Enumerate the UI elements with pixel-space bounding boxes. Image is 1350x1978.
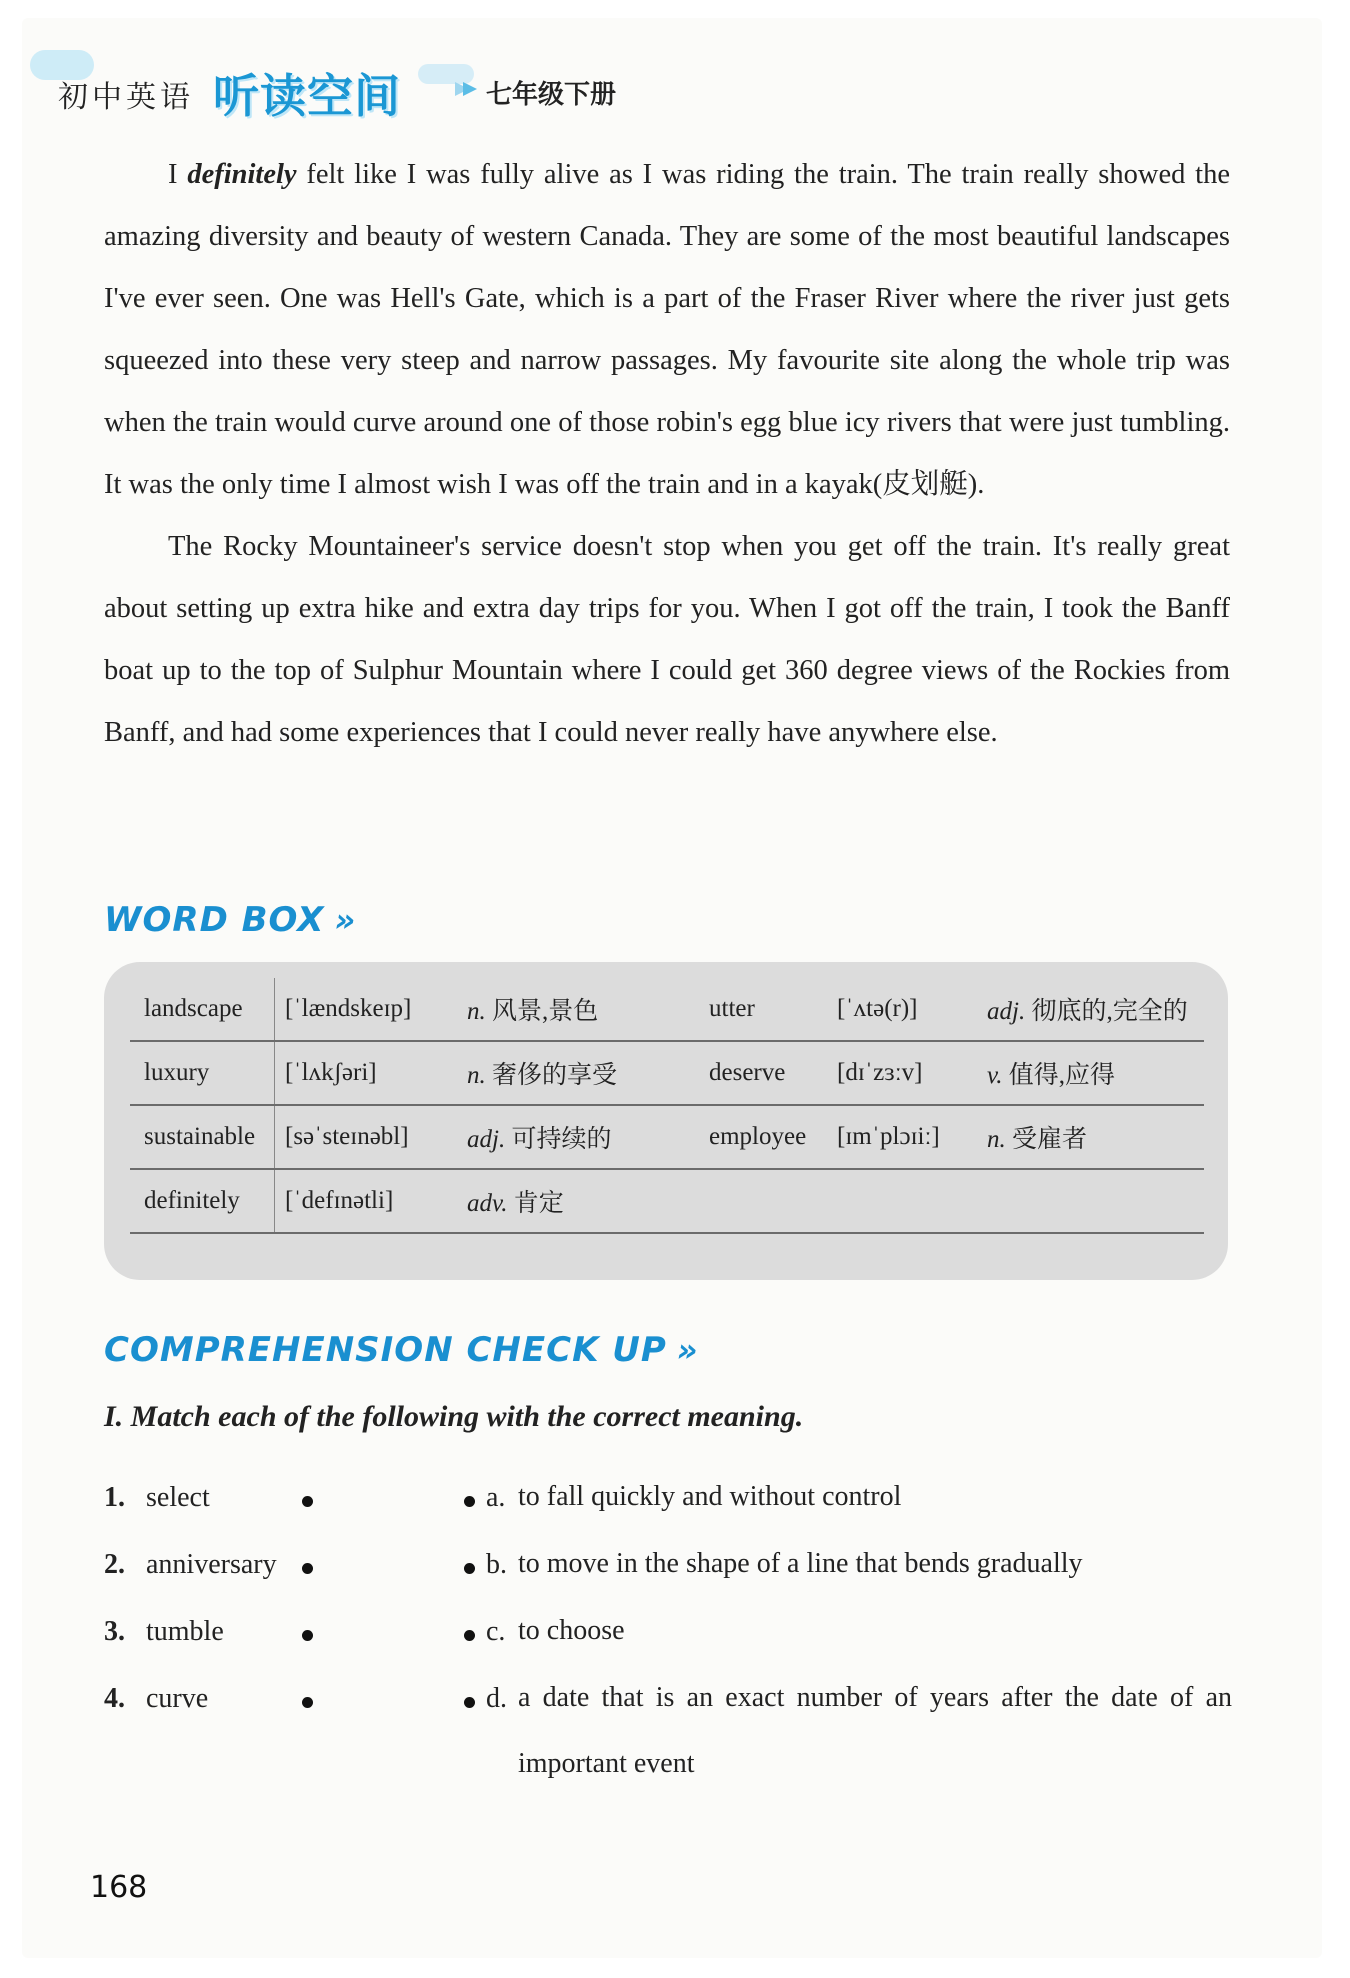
vocabulary-row (130, 1169, 1204, 1233)
match-dot-left[interactable] (302, 1630, 313, 1641)
item-number: 1. (104, 1482, 125, 1513)
comprehension-heading (104, 1330, 699, 1370)
double-chevron-icon: » (334, 901, 357, 939)
heading-text: COMPREHENSION CHECK UP (104, 1330, 667, 1370)
option-definition: a date that is an exact number of years after the date of an important event (518, 1682, 1232, 1779)
vocab-word (699, 1169, 837, 1233)
item-number: 4. (104, 1683, 125, 1714)
part-of-speech: adj. (467, 1126, 506, 1153)
meaning-text: 肯定 (513, 1190, 564, 1217)
vocab-phonetic: [səˈsteɪnəbl] (275, 1105, 456, 1169)
item-word: curve (146, 1683, 209, 1714)
page-header (58, 58, 1258, 128)
vocab-meaning (987, 1105, 1204, 1169)
part-of-speech: n. (987, 1126, 1006, 1153)
vocab-phonetic: [ˈlʌkʃəri] (275, 1041, 456, 1105)
option-definition: to choose (518, 1615, 625, 1646)
meaning-text: 风景,景色 (492, 998, 599, 1025)
vocab-meaning (455, 1105, 699, 1169)
vocab-phonetic: [ˈdefɪnətli] (275, 1169, 456, 1233)
option-letter: b. (486, 1549, 507, 1580)
vocab-meaning (455, 1169, 699, 1233)
vocabulary-table (130, 978, 1204, 1234)
vocabulary-row (130, 978, 1204, 1041)
vocab-word: employee (699, 1105, 837, 1169)
option-definition: to move in the shape of a line that bends gradually (518, 1548, 1083, 1579)
item-word: anniversary (146, 1549, 277, 1580)
vocabulary-row (130, 1105, 1204, 1169)
option-letter: d. (486, 1683, 507, 1714)
item-number: 2. (104, 1549, 125, 1580)
part-of-speech: adj. (987, 998, 1026, 1025)
match-dot-right[interactable] (464, 1697, 475, 1708)
vocab-meaning (455, 978, 699, 1041)
vocab-word: utter (699, 978, 837, 1041)
meaning-text: 可持续的 (511, 1126, 612, 1153)
part-of-speech: adv. (467, 1190, 508, 1217)
vocab-phonetic (837, 1169, 987, 1233)
arrow-icon (453, 76, 479, 102)
option-letter: a. (486, 1482, 506, 1513)
vocab-meaning (987, 1169, 1204, 1233)
part-of-speech: n. (467, 998, 486, 1025)
emphasized-word: definitely (187, 159, 297, 190)
match-dot-left[interactable] (302, 1697, 313, 1708)
brand-title: 听读空间 (213, 69, 401, 123)
double-chevron-icon: » (676, 1331, 699, 1369)
vocab-word: deserve (699, 1041, 837, 1105)
vocab-meaning (987, 978, 1204, 1041)
word-box (104, 962, 1228, 1280)
vocab-word: landscape (130, 978, 275, 1041)
passage-paragraph: The Rocky Mountaineer's service doesn't stop when you get off the train. It's really great about setting up extra hike and extra day trips for you. When I got off the train, I took the Banff boat up to the top of Sulphur Mountain where I could get 360 degree views of the Rockies from Banff, and had some experiences that I could never really have anywhere else. (104, 531, 1230, 748)
match-dot-right[interactable] (464, 1496, 475, 1507)
vocab-phonetic: [dɪˈzɜːv] (837, 1041, 987, 1105)
vocab-meaning (987, 1041, 1204, 1105)
meaning-text: 值得,应得 (1008, 1062, 1116, 1089)
option-definition: to fall quickly and without control (518, 1481, 902, 1512)
part-of-speech: v. (987, 1062, 1003, 1089)
match-dot-left[interactable] (302, 1563, 313, 1574)
item-word: select (146, 1482, 210, 1513)
word-box-heading (104, 900, 356, 940)
vocab-phonetic: [ɪmˈplɔɪiː] (837, 1105, 987, 1169)
vocab-word: luxury (130, 1041, 275, 1105)
grade-label: 七年级下册 (486, 80, 617, 110)
match-dot-left[interactable] (302, 1496, 313, 1507)
paragraph-text: felt like I was fully alive as I was riding the train. The train really showed the amazing diversity and beauty of western Canada. They are some of the most beautiful landscapes I've ever seen. One was Hell's Gate, which is a part of the Fraser River where the river just gets squeezed into these very steep and narrow passages. My favourite site along the whole trip was when the train would curve around one of those robin's egg blue icy rivers that were just tumbling. It was the only time I almost wish I was off the train and in a kayak(皮划艇). (104, 159, 1230, 500)
meaning-text: 奢侈的享受 (492, 1062, 618, 1089)
vocab-phonetic: [ˈlændskeɪp] (275, 978, 456, 1041)
heading-text: WORD BOX (104, 900, 325, 940)
vocab-word: definitely (130, 1169, 275, 1233)
exercise-instruction: I. Match each of the following with the correct meaning. (104, 1400, 804, 1433)
page-number: 168 (90, 1870, 148, 1905)
meaning-text: 受雇者 (1012, 1126, 1088, 1153)
meaning-text: 彻底的,完全的 (1031, 998, 1188, 1025)
item-word: tumble (146, 1616, 224, 1647)
vocab-meaning (455, 1041, 699, 1105)
match-dot-right[interactable] (464, 1630, 475, 1641)
series-title: 初中英语 (58, 80, 194, 115)
vocab-word: sustainable (130, 1105, 275, 1169)
passage-paragraph (104, 144, 1230, 516)
vocabulary-row (130, 1041, 1204, 1105)
vocab-phonetic: [ˈʌtə(r)] (837, 978, 987, 1041)
match-row (104, 1682, 1234, 1779)
option-letter: c. (486, 1616, 506, 1647)
reading-passage (104, 144, 1230, 764)
paragraph-lead: I (168, 159, 188, 190)
match-dot-right[interactable] (464, 1563, 475, 1574)
item-number: 3. (104, 1616, 125, 1647)
part-of-speech: n. (467, 1062, 486, 1089)
